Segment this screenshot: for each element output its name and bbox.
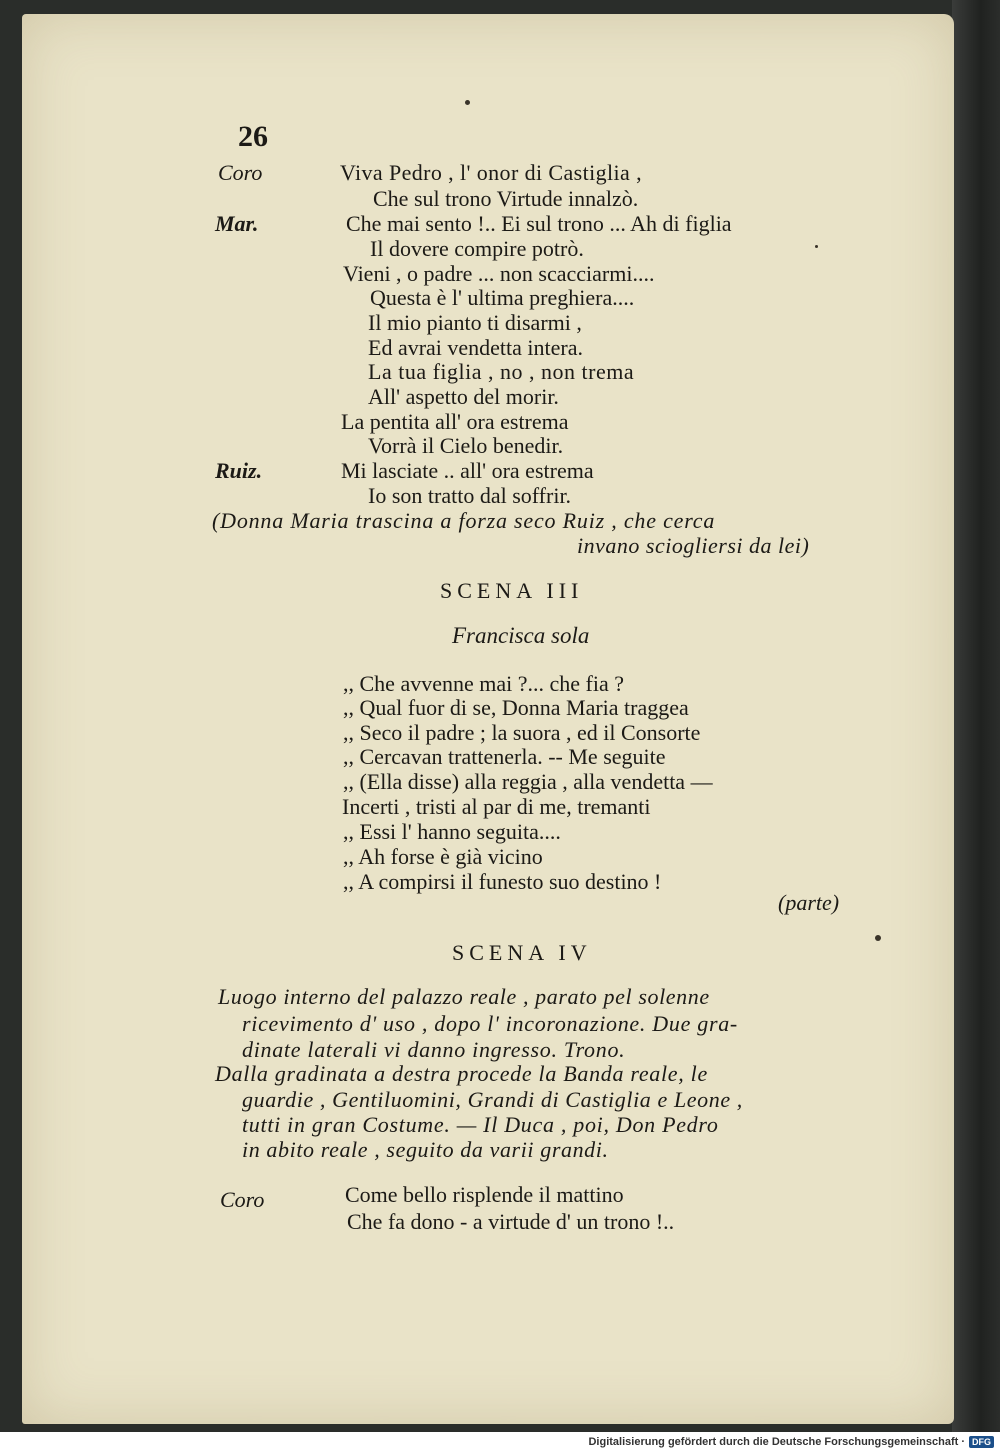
verse-line: ,, Ah forse è già vicino: [343, 844, 543, 869]
ink-spot: [875, 935, 881, 941]
stage-description: guardie , Gentiluomini, Grandi di Castiglia e Leone ,: [242, 1087, 743, 1112]
verse-line: Che sul trono Virtude innalzò.: [373, 186, 639, 211]
verse-line: Viva Pedro , l' onor di Castiglia ,: [340, 160, 642, 185]
verse-line: ,, Essi l' hanno seguita....: [343, 819, 561, 844]
stage-direction: (Donna Maria trascina a forza seco Ruiz , che cerca: [212, 508, 716, 533]
verse-line: Come bello risplende il mattino: [345, 1182, 624, 1207]
verse-line: La pentita all' ora estrema: [341, 409, 569, 434]
verse-line: ,, Cercavan trattenerla. -- Me seguite: [343, 744, 666, 769]
speaker-coro: Coro: [220, 1187, 265, 1212]
stage-direction: (parte): [778, 890, 840, 915]
verse-line: ,, Seco il padre ; la suora , ed il Consorte: [343, 720, 701, 745]
verse-line: Che fa dono - a virtude d' un trono !..: [347, 1209, 675, 1234]
verse-line: Incerti , tristi al par di me, tremanti: [342, 794, 651, 819]
verse-line: Io son tratto dal soffrir.: [368, 483, 572, 508]
stage-description: tutti in gran Costume. — Il Duca , poi, Don Pedro: [242, 1112, 719, 1137]
digitization-footer: [0, 1432, 1000, 1452]
page-number: 26: [238, 120, 268, 153]
scene-title: SCENA III: [440, 578, 584, 603]
speaker-ruiz: Ruiz.: [215, 458, 263, 483]
stage-description: dinate laterali vi danno ingresso. Trono.: [242, 1037, 626, 1062]
dfg-logo: DFG: [969, 1436, 994, 1448]
verse-line: Il mio pianto ti disarmi ,: [368, 310, 582, 335]
stage-description: Luogo interno del palazzo reale , parato pel solenne: [218, 984, 710, 1009]
stage-direction: invano sciogliersi da lei): [577, 533, 810, 558]
footer-credit: Digitalisierung gefördert durch die Deutsche Forschungsgemeinschaft ·: [588, 1436, 965, 1448]
stage-description: in abito reale , seguito da varii grandi.: [242, 1137, 609, 1162]
ink-spot: [815, 245, 818, 248]
verse-line: ,, Qual fuor di se, Donna Maria traggea: [343, 695, 689, 720]
verse-line: La tua figlia , no , non trema: [368, 359, 635, 384]
verse-line: Che mai sento !.. Ei sul trono ... Ah di figlia: [346, 211, 732, 236]
verse-line: Mi lasciate .. all' ora estrema: [341, 458, 594, 483]
verse-line: Vorrà il Cielo benedir.: [368, 433, 564, 458]
verse-line: ,, Che avvenne mai ?... che fia ?: [343, 671, 624, 696]
verse-line: ,, (Ella disse) alla reggia , alla vendetta —: [343, 769, 713, 794]
verse-line: Ed avrai vendetta intera.: [368, 335, 584, 360]
verse-line: Questa è l' ultima preghiera....: [370, 285, 635, 310]
scene-title: SCENA IV: [452, 940, 592, 965]
verse-line: Il dovere compire potrò.: [370, 236, 584, 261]
stage-description: ricevimento d' uso , dopo l' incoronazione. Due gra-: [242, 1011, 738, 1036]
verse-line: All' aspetto del morir.: [368, 384, 559, 409]
stage-description: Dalla gradinata a destra procede la Banda reale, le: [215, 1061, 708, 1086]
speaker-mar: Mar.: [215, 211, 259, 236]
book-binding: [952, 0, 1000, 1432]
scene-subtitle: Francisca sola: [452, 623, 590, 648]
verse-line: ,, A compirsi il funesto suo destino !: [343, 869, 662, 894]
ink-spot: [465, 100, 470, 105]
verse-line: Vieni , o padre ... non scacciarmi....: [343, 261, 655, 286]
speaker-coro: Coro: [218, 160, 263, 185]
